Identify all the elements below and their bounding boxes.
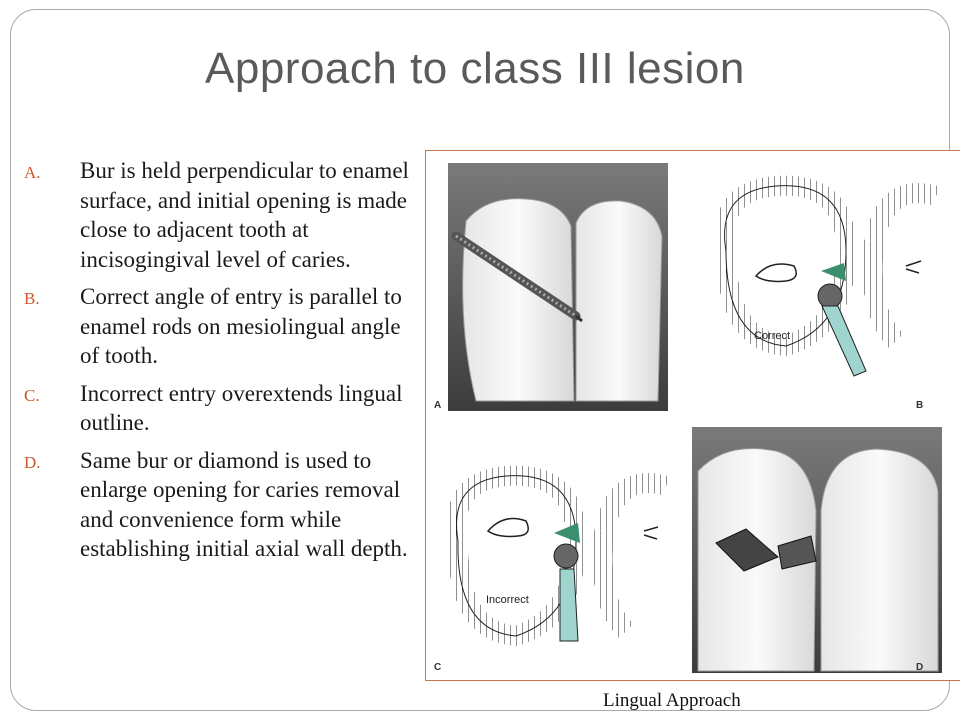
bullet-list <box>22 156 422 572</box>
bullet-text: Same bur or diamond is used to enlarge opening for caries removal and convenience form while establishing initial axial wall depth. <box>80 447 408 561</box>
panel-label-d: D <box>916 662 924 673</box>
panel-c-incorrect-diagram <box>457 476 666 641</box>
class-iii-figure <box>425 150 960 681</box>
bullet-b <box>22 282 422 371</box>
correct-label: Correct <box>754 330 791 342</box>
bullet-marker: B. <box>24 289 40 308</box>
bullet-a <box>22 156 422 274</box>
bullet-marker: C. <box>24 385 40 405</box>
figure-illustration <box>426 151 960 681</box>
bullet-text: Correct angle of entry is parallel to enamel rods on mesiolingual angle of tooth. <box>80 284 402 368</box>
panel-d-photo <box>692 427 942 673</box>
panel-label-b: B <box>916 400 924 411</box>
bullet-c <box>22 379 422 438</box>
bullet-marker: A. <box>24 163 41 182</box>
figure-caption: Lingual Approach <box>603 690 741 711</box>
bullet-text: Incorrect entry overextends lingual outline. <box>80 380 403 435</box>
slide-title: Approach to class III lesion <box>205 44 745 93</box>
panel-label-a: A <box>434 400 442 411</box>
bullet-text: Bur is held perpendicular to enamel surface, and initial opening is made close to adjacent tooth at incisogingival level of caries. <box>80 158 409 272</box>
panel-b-correct-diagram <box>725 186 936 376</box>
bullet-marker: D. <box>24 452 41 472</box>
incorrect-label: Incorrect <box>486 594 529 606</box>
panel-label-c: C <box>434 662 442 673</box>
panel-a-photo <box>448 163 668 411</box>
bullet-d <box>22 446 422 564</box>
